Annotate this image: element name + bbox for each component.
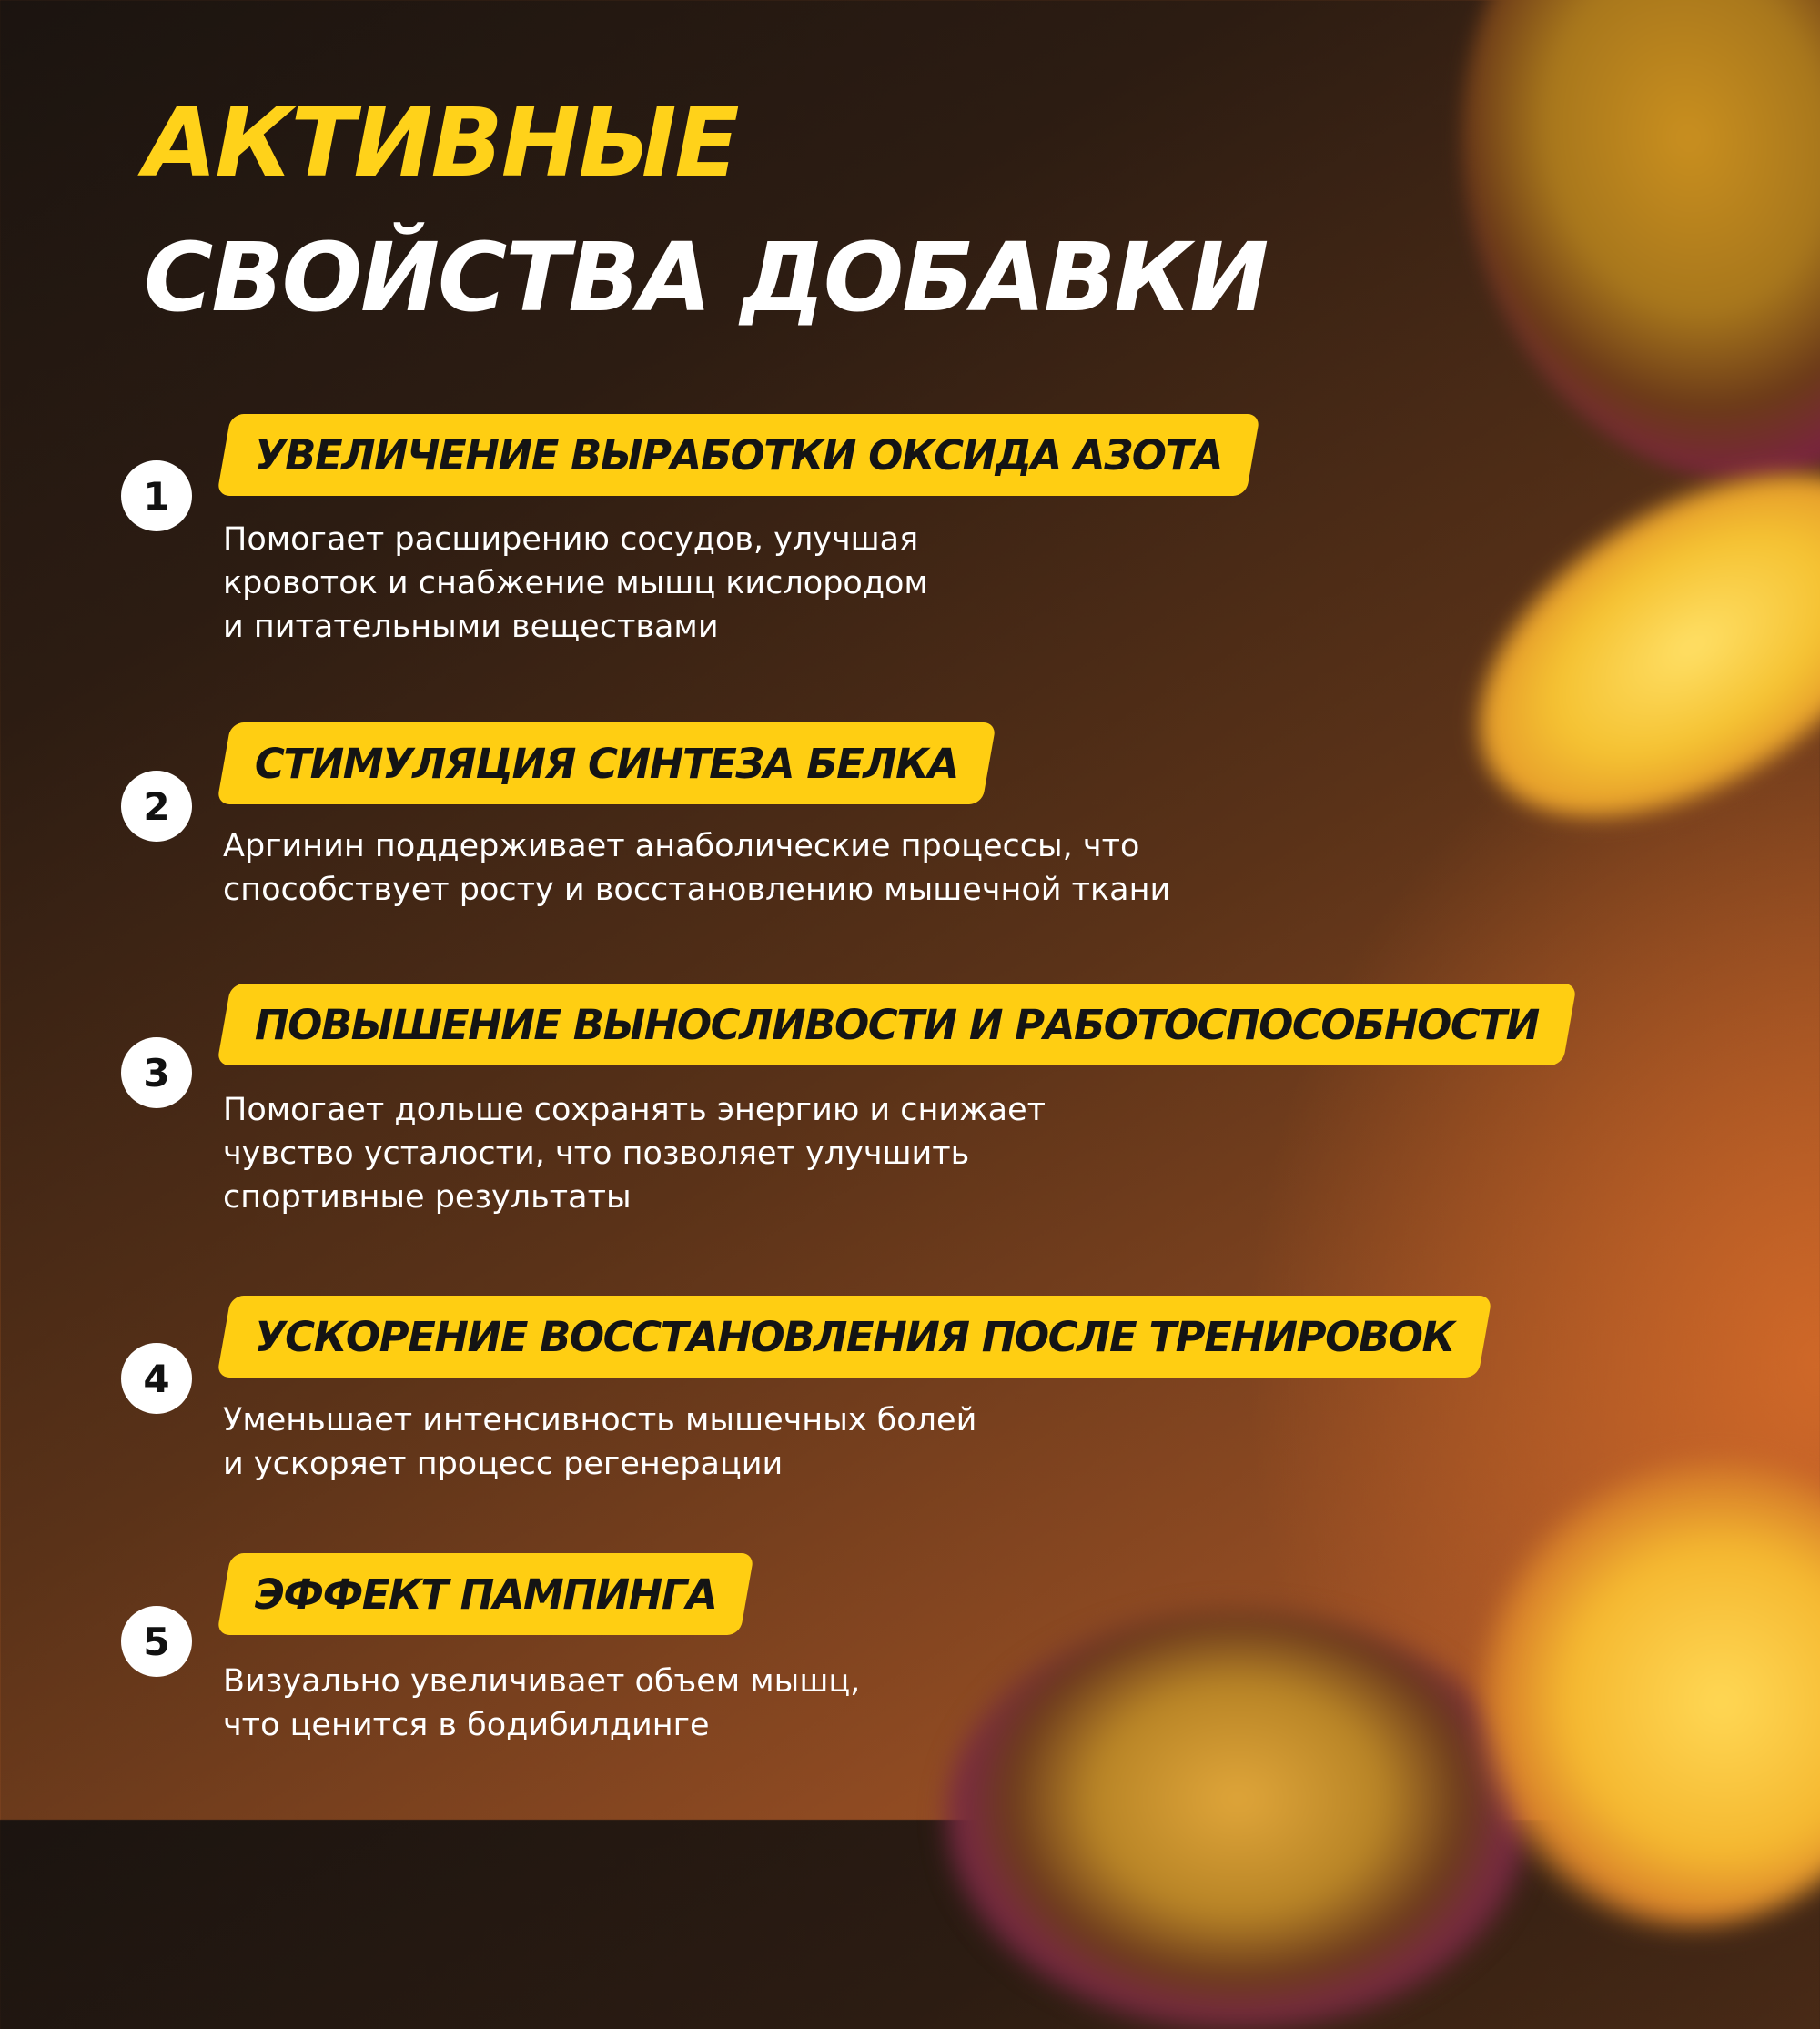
title-line-2: СВОЙСТВА ДОБАВКИ bbox=[144, 222, 1268, 333]
benefit-heading-3: ПОВЫШЕНИЕ ВЫНОСЛИВОСТИ И РАБОТОСПОСОБНОСТИ bbox=[255, 1000, 1539, 1049]
description-line: что ценится в бодибилдинге bbox=[223, 1707, 710, 1743]
description-line: Аргинин поддерживает анаболические процессы, что bbox=[223, 828, 1140, 864]
benefit-heading-pill-1 bbox=[217, 414, 1260, 496]
benefit-heading-2: СТИМУЛЯЦИЯ СИНТЕЗА БЕЛКА bbox=[255, 739, 958, 788]
benefit-heading-pill-4 bbox=[217, 1296, 1492, 1378]
page-title bbox=[144, 87, 1268, 333]
description-line: Уменьшает интенсивность мышечных болей bbox=[223, 1402, 977, 1438]
number-badge-1: 1 bbox=[121, 460, 192, 531]
benefit-description-1 bbox=[223, 518, 928, 649]
description-line: Визуально увеличивает объем мышц, bbox=[223, 1663, 861, 1700]
passion-fruit-image-bottom bbox=[946, 1610, 1529, 2029]
number-badge-4: 4 bbox=[121, 1343, 192, 1414]
number-badge-5: 5 bbox=[121, 1606, 192, 1677]
benefit-description-4 bbox=[223, 1398, 976, 1486]
description-line: спортивные результаты bbox=[223, 1179, 632, 1216]
benefit-heading-pill-3 bbox=[217, 984, 1577, 1065]
benefit-heading-1: УВЕЛИЧЕНИЕ ВЫРАБОТКИ ОКСИДА АЗОТА bbox=[255, 430, 1223, 479]
description-line: Помогает расширению сосудов, улучшая bbox=[223, 521, 919, 558]
description-line: Помогает дольше сохранять энергию и снижает bbox=[223, 1092, 1046, 1128]
benefit-description-3 bbox=[223, 1088, 1046, 1219]
number-badge-3: 3 bbox=[121, 1037, 192, 1108]
benefit-description-5 bbox=[223, 1660, 860, 1747]
benefit-heading-pill-2 bbox=[217, 722, 996, 804]
benefit-description-2 bbox=[223, 824, 1170, 912]
benefit-heading-pill-5 bbox=[217, 1553, 754, 1635]
title-line-1: АКТИВНЫЕ bbox=[144, 87, 738, 198]
number-badge-2: 2 bbox=[121, 771, 192, 842]
description-line: кровоток и снабжение мышц кислородом bbox=[223, 565, 928, 601]
description-line: способствует росту и восстановлению мышечной ткани bbox=[223, 872, 1171, 908]
mango-slice-image-right bbox=[1420, 405, 1820, 887]
description-line: и питательными веществами bbox=[223, 609, 719, 645]
description-line: и ускоряет процесс регенерации bbox=[223, 1446, 784, 1482]
description-line: чувство усталости, что позволяет улучшить bbox=[223, 1136, 970, 1172]
benefit-heading-4: УСКОРЕНИЕ ВОССТАНОВЛЕНИЯ ПОСЛЕ ТРЕНИРОВОК bbox=[255, 1312, 1454, 1361]
passion-fruit-image-top bbox=[1404, 0, 1820, 529]
benefit-heading-5: ЭФФЕКТ ПАМПИНГА bbox=[255, 1570, 717, 1619]
